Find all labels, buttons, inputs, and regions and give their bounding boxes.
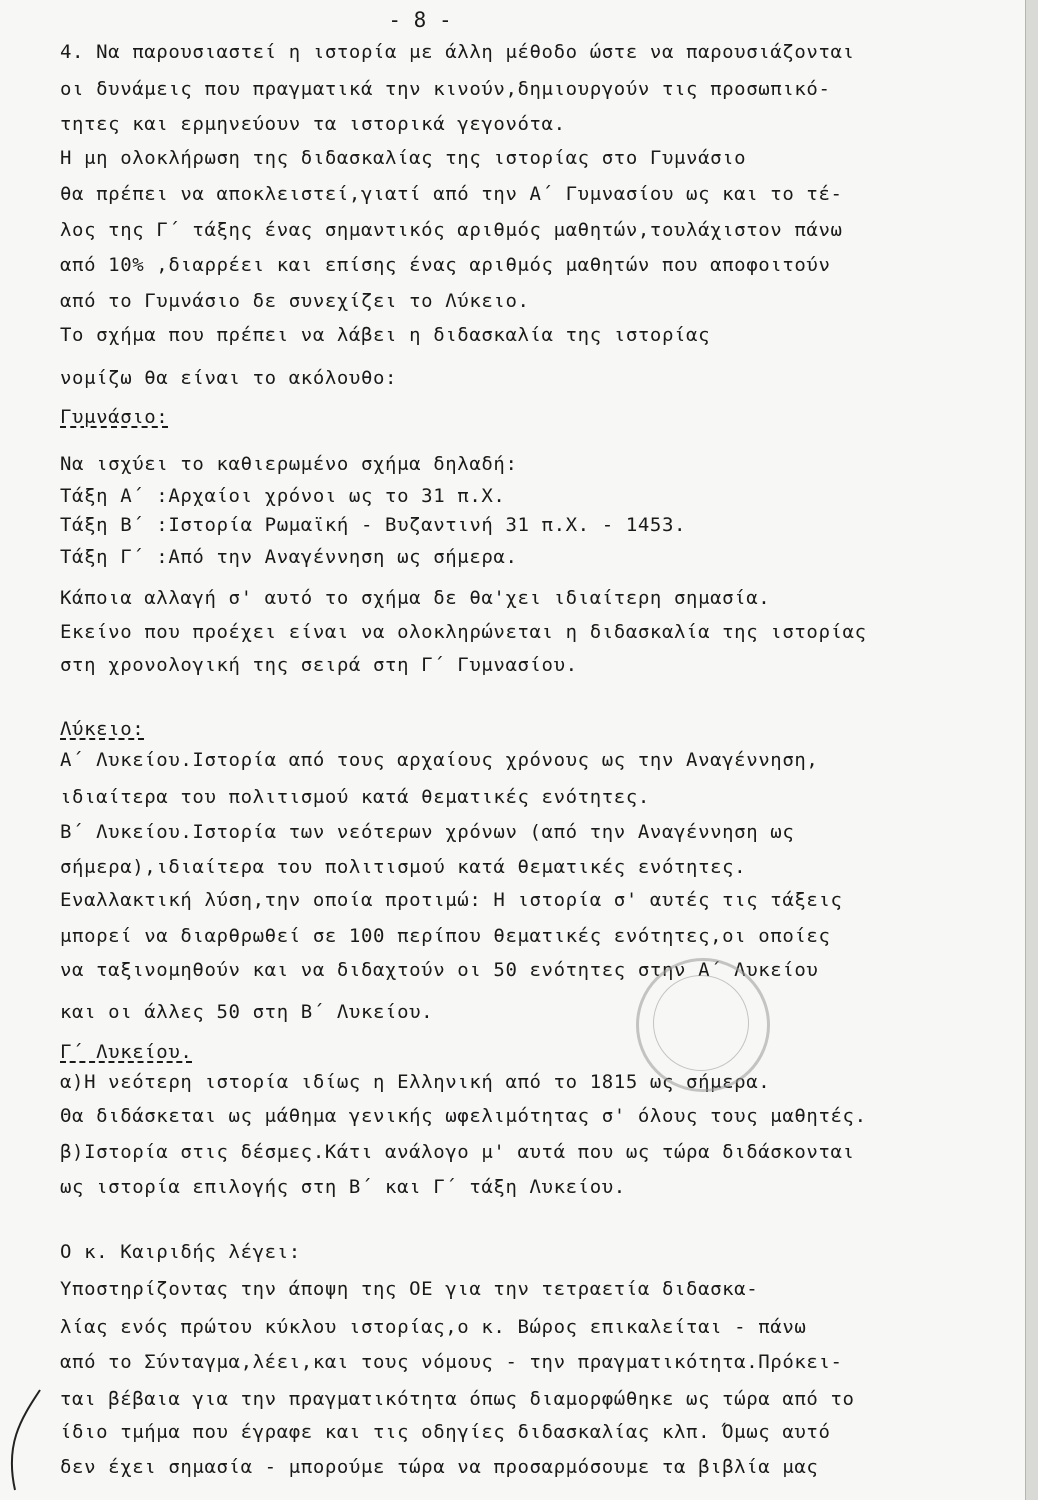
text-line: στη χρονολογική της σειρά στη Γ΄ Γυμνασίου. [60, 654, 578, 676]
text-line: Α΄ Λυκείου.Ιστορία από τους αρχαίους χρόνους ως την Αναγέννηση, [60, 749, 819, 771]
text-line: λίας ενός πρώτου κύκλου ιστορίας,ο κ. Βώρος επικαλείται - πάνω [60, 1316, 807, 1338]
text-line: θα πρέπει να αποκλειστεί,γιατί από την Α΄ Γυμνασίου ως και το τέ- [60, 183, 843, 205]
text-line: ως ιστορία επιλογής στη Β΄ και Γ΄ τάξη Λυκείου. [60, 1176, 626, 1198]
text-line: από 10% ,διαρρέει και επίσης ένας αριθμός μαθητών που αποφοιτούν [60, 254, 831, 276]
text-line: Κάποια αλλαγή σ' αυτό το σχήμα δε θα'χει ιδιαίτερη σημασία. [60, 587, 771, 609]
text-line: δεν έχει σημασία - μπορούμε τώρα να προσαρμόσουμε τα βιβλία μας [60, 1456, 819, 1478]
text-line: ιδιαίτερα του πολιτισμού κατά θεματικές ενότητες. [60, 786, 650, 808]
text-line: ται βέβαια για την πραγματικότητα όπως διαμορφώθηκε ως τώρα από το [60, 1388, 855, 1410]
text-line: Να ισχύει το καθιερωμένο σχήμα δηλαδή: [60, 453, 518, 475]
text-line: Ο κ. Καιριδής λέγει: [60, 1241, 301, 1263]
section-heading-lykeio: Λύκειο: [60, 718, 145, 740]
text-line: τητες και ερμηνεύουν τα ιστορικά γεγονότα. [60, 113, 566, 135]
text-line: Η μη ολοκλήρωση της διδασκαλίας της ιστορίας στο Γυμνάσιο [60, 147, 747, 169]
page-number: - 8 - [388, 8, 452, 32]
text-line: οι δυνάμεις που πραγματικά την κινούν,δημιουργούν τις προσωπικό- [60, 78, 831, 100]
text-line: μπορεί να διαρθρωθεί σε 100 περίπου θεματικές ενότητες,οι οποίες [60, 925, 831, 947]
text-line: Τάξη Γ΄ :Από την Αναγέννηση ως σήμερα. [60, 546, 518, 568]
text-line: Εκείνο που προέχει είναι να ολοκληρώνεται η διδασκαλία της ιστορίας [60, 621, 867, 643]
text-line: Τάξη Β΄ :Ιστορία Ρωμαϊκή - Βυζαντινή 31 π.Χ. - 1453. [60, 514, 687, 536]
page-edge-shadow [1025, 0, 1038, 1500]
text-line: Υποστηρίζοντας την άποψη της ΟΕ για την τετραετία διδασκα- [60, 1278, 759, 1300]
text-line: από το Σύνταγμα,λέει,και τους νόμους - την πραγματικότητα.Πρόκει- [60, 1351, 843, 1373]
text-line: α)Η νεότερη ιστορία ιδίως η Ελληνική από το 1815 ως σήμερα. [60, 1071, 771, 1093]
text-line: σήμερα),ιδιαίτερα του πολιτισμού κατά θεματικές ενότητες. [60, 856, 747, 878]
text-line: Τάξη Α΄ :Αρχαίοι χρόνοι ως το 31 π.Χ. [60, 485, 506, 507]
text-line: ίδιο τμήμα που έγραφε και τις οδηγίες διδασκαλίας κλπ. Όμως αυτό [60, 1421, 831, 1443]
text-line: Εναλλακτική λύση,την οποία προτιμώ: Η ιστορία σ' αυτές τις τάξεις [60, 889, 843, 911]
text-line: Θα διδάσκεται ως μάθημα γενικής ωφελιμότητας σ' όλους τους μαθητές. [60, 1105, 867, 1127]
faint-circular-stamp [636, 958, 770, 1092]
text-line: Το σχήμα που πρέπει να λάβει η διδασκαλία της ιστορίας [60, 324, 711, 346]
text-line: β)Ιστορία στις δέσμες.Κάτι ανάλογο μ' αυτά που ως τώρα διδάσκονται [60, 1141, 855, 1163]
text-line: από το Γυμνάσιο δε συνεχίζει το Λύκειο. [60, 290, 530, 312]
section-heading-gymnasio: Γυμνάσιο: [60, 406, 169, 428]
text-line: Β΄ Λυκείου.Ιστορία των νεότερων χρόνων (από την Αναγέννηση ως [60, 821, 795, 843]
text-line: λος της Γ΄ τάξης ένας σημαντικός αριθμός μαθητών,τουλάχιστον πάνω [60, 219, 843, 241]
text-line: νομίζω θα είναι το ακόλουθο: [60, 367, 398, 389]
text-line: να ταξινομηθούν και να διδαχτούν οι 50 ενότητες στην Α΄ Λυκείου [60, 959, 819, 981]
text-line: και οι άλλες 50 στη Β΄ Λυκείου. [60, 1001, 434, 1023]
handwritten-margin-mark [0, 1385, 60, 1500]
section-heading-g-lykeiou: Γ΄ Λυκείου. [60, 1041, 193, 1063]
text-line: 4. Να παρουσιαστεί η ιστορία με άλλη μέθοδο ώστε να παρουσιάζονται [60, 41, 855, 63]
